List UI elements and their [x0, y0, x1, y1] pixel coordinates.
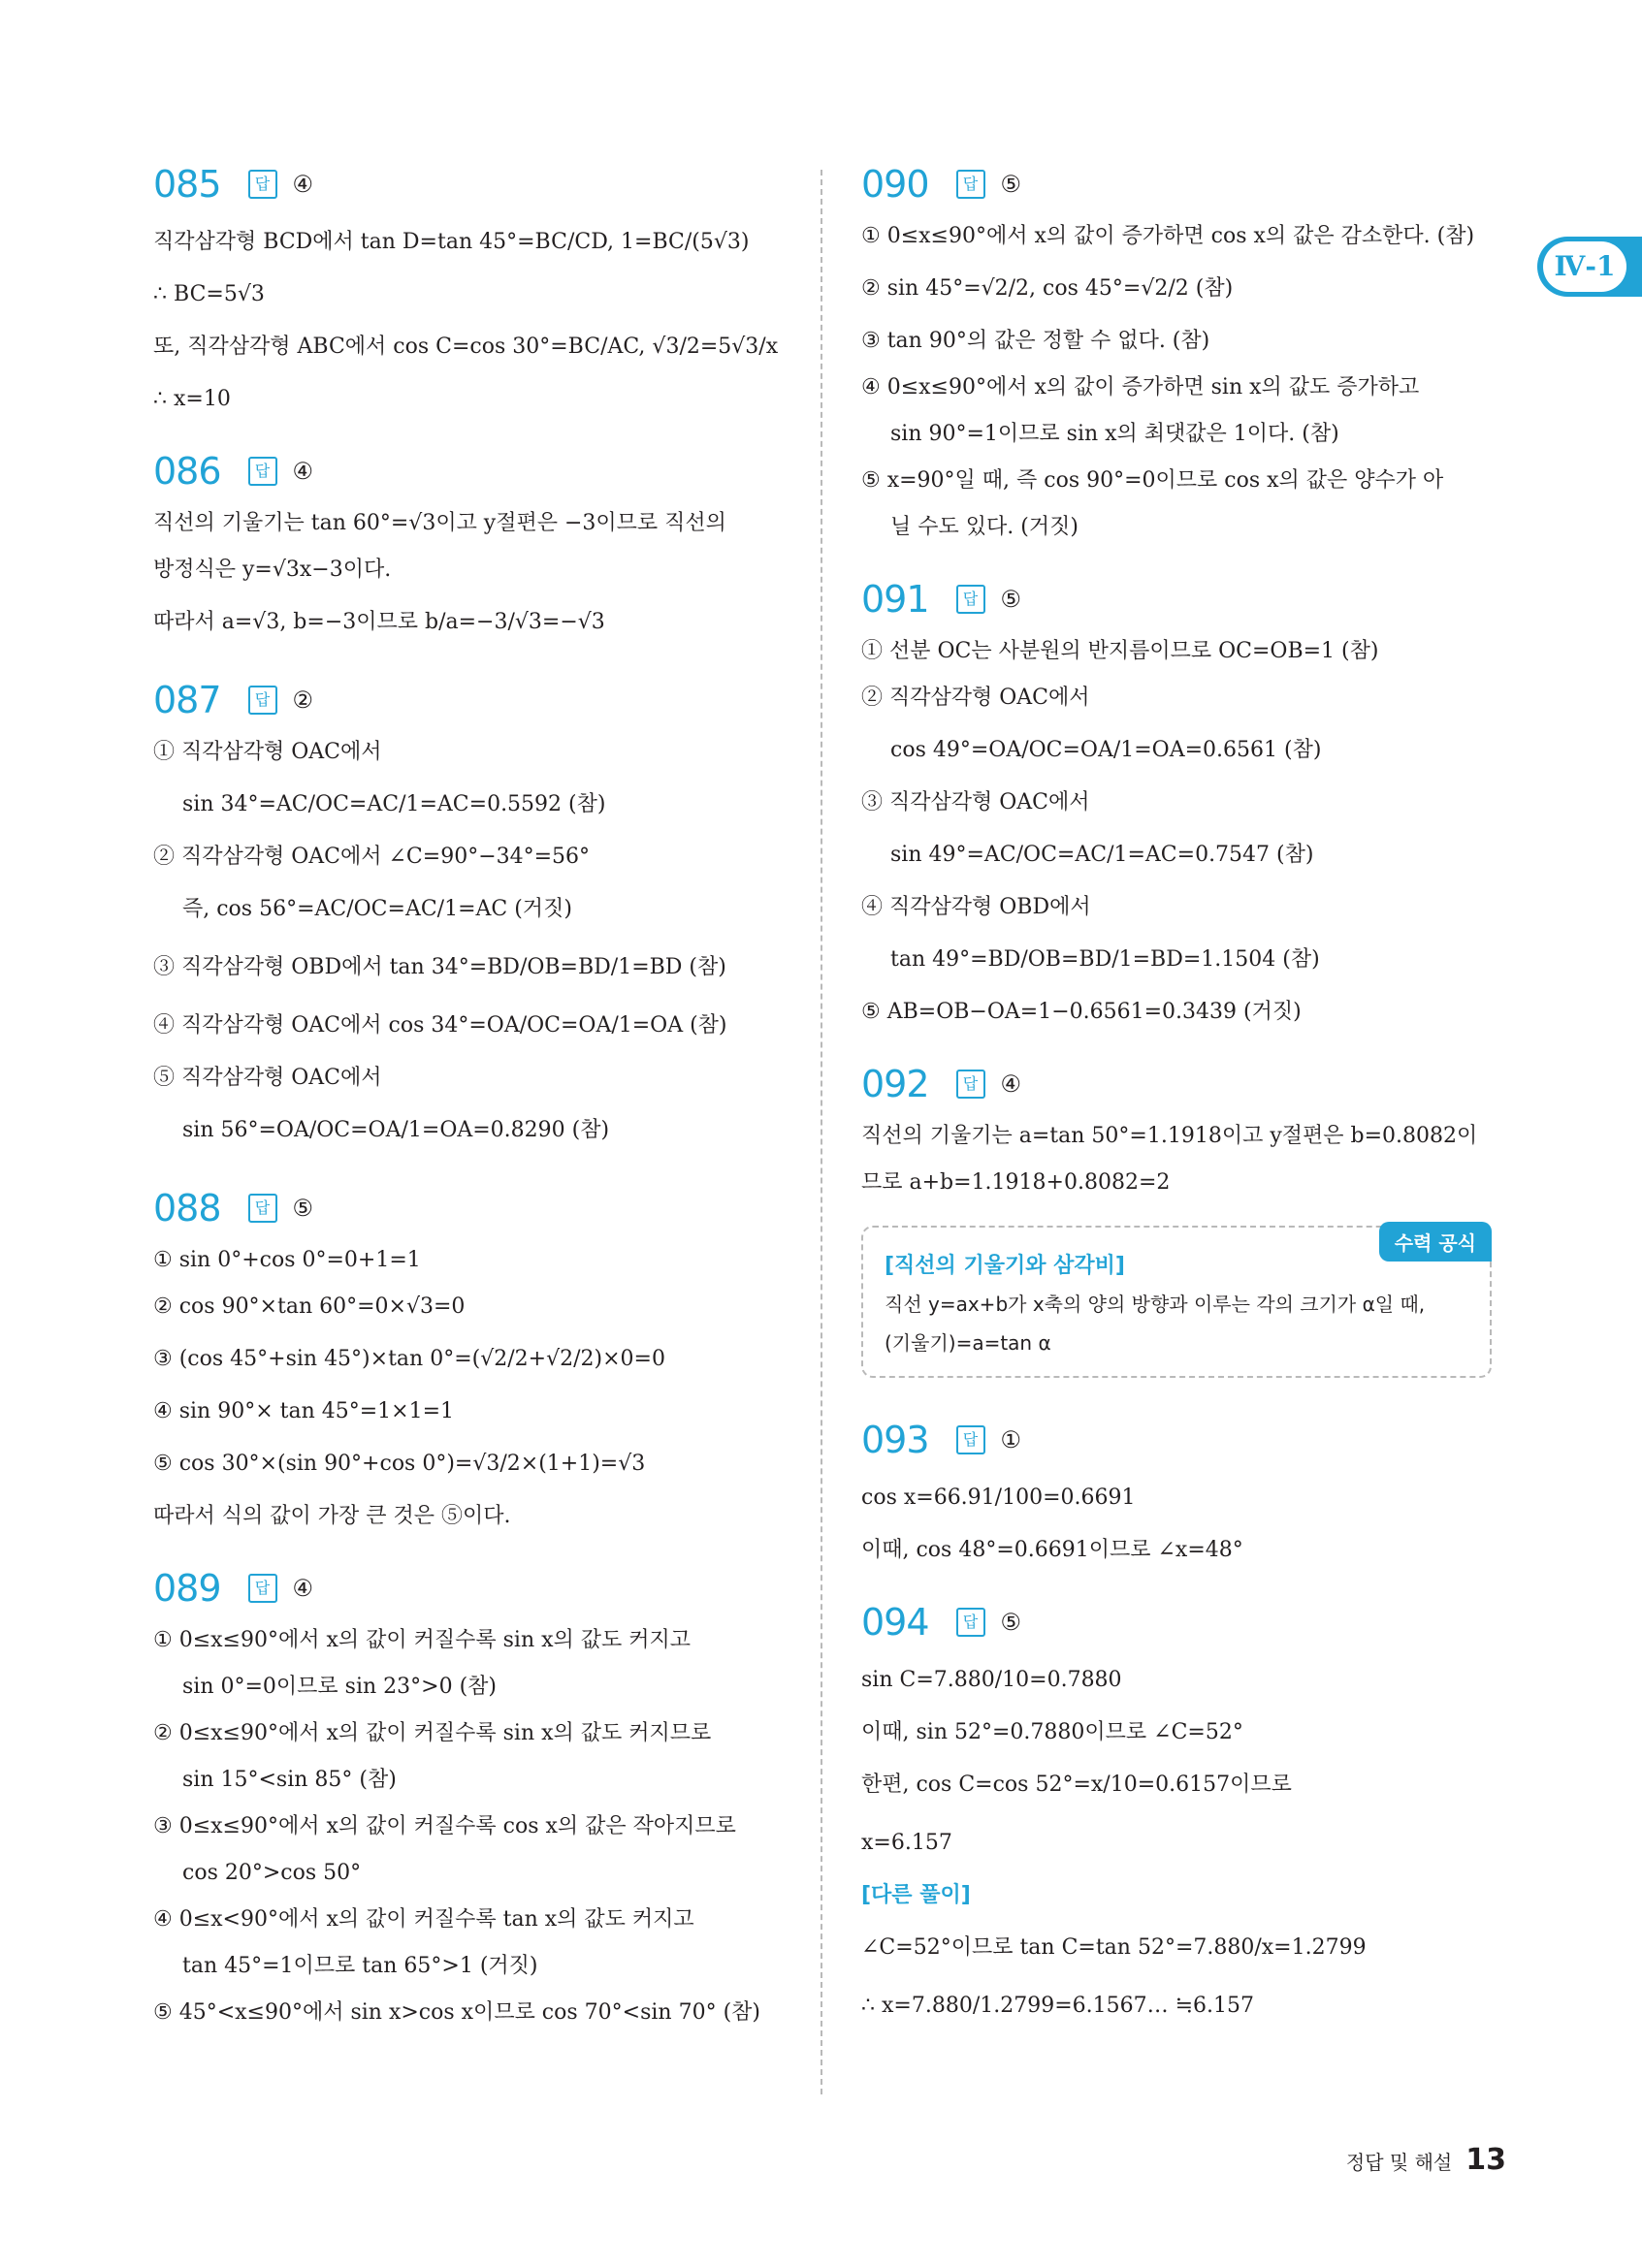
problem-number: 088	[153, 1187, 221, 1230]
problem-089	[153, 1559, 784, 2036]
solution-line: 닐 수도 있다. (거짓)	[890, 515, 1079, 539]
solution-line: 또, 직각삼각형 ABC에서 cos C=cos 30°=BC/AC, √3/2=5√3/x	[153, 335, 779, 359]
solution-line: tan 49°=BD/OB=BD/1=BD=1.1504 (참)	[890, 947, 1320, 972]
solution-line: ③ 0≤x≤90°에서 x의 값이 커질수록 cos x의 값은 작아지므로	[153, 1814, 736, 1838]
solution-line: ⑤ AB=OB−OA=1−0.6561=0.3439 (거짓)	[861, 1000, 1302, 1024]
solution-line: ① 0≤x≤90°에서 x의 값이 증가하면 cos x의 값은 감소한다. (참)	[861, 224, 1475, 248]
footer-label: 정답 및 해설	[1345, 2151, 1453, 2174]
solution-line: ∴ BC=5√3	[153, 282, 265, 306]
solution-line: ② 직각삼각형 OAC에서	[861, 686, 1090, 710]
solution-line: ③ tan 90°의 값은 정할 수 없다. (참)	[861, 329, 1210, 353]
solution-line: ② sin 45°=√2/2, cos 45°=√2/2 (참)	[861, 276, 1234, 301]
answer-tag: 답	[248, 1194, 277, 1223]
formula-line: (기울기)=a=tan α	[885, 1331, 1051, 1355]
solution-line: ⑤ x=90°일 때, 즉 cos 90°=0이므로 cos x의 값은 양수가 아	[861, 468, 1444, 493]
formula-title: [직선의 기울기와 삼각비]	[885, 1254, 1125, 1278]
problem-header	[153, 155, 784, 213]
problem-header	[153, 442, 784, 500]
problem-087	[153, 671, 784, 1160]
answer-tag: 답	[248, 170, 277, 199]
problem-094	[861, 1593, 1492, 2035]
problem-number: 093	[861, 1419, 929, 1461]
problem-number: 085	[153, 163, 221, 206]
solution-line: ∴ x=7.880/1.2799=6.1567… ≒6.157	[861, 1994, 1255, 2018]
solution-line: ⑤ 45°<x≤90°에서 sin x>cos x이므로 cos 70°<sin 70° (참)	[153, 2000, 760, 2025]
right-column	[861, 155, 1492, 2055]
solution-line: ④ sin 90°× tan 45°=1×1=1	[153, 1399, 455, 1423]
answer-choice: ⑤	[1000, 586, 1022, 613]
problem-number: 092	[861, 1063, 929, 1105]
solution-line: tan 45°=1이므로 tan 65°>1 (거짓)	[182, 1954, 538, 1978]
solution-line: ① 선분 OC는 사분원의 반지름이므로 OC=OB=1 (참)	[861, 639, 1379, 663]
problem-header	[153, 671, 784, 729]
problem-header	[861, 1593, 1492, 1651]
answer-tag: 답	[956, 585, 985, 614]
formula-line: 직선 y=ax+b가 x축의 양의 방향과 이루는 각의 크기가 α일 때,	[885, 1293, 1426, 1316]
answer-choice: ④	[1000, 1070, 1022, 1098]
problem-086	[153, 442, 784, 652]
solution-line: 이때, cos 48°=0.6691이므로 ∠x=48°	[861, 1538, 1243, 1562]
solution-line: ④ 0≤x≤90°에서 x의 값이 증가하면 sin x의 값도 증가하고	[861, 375, 1420, 399]
solution-line: cos 49°=OA/OC=OA/1=OA=0.6561 (참)	[890, 738, 1322, 762]
solution-line: ② cos 90°×tan 60°=0×√3=0	[153, 1294, 466, 1319]
problem-090	[861, 155, 1492, 551]
answer-choice: ④	[292, 171, 314, 198]
formula-badge: 수력 공식	[1379, 1222, 1492, 1262]
solution-line: cos x=66.91/100=0.6691	[861, 1485, 1136, 1510]
problem-number: 087	[153, 679, 221, 721]
answer-choice: ①	[1000, 1426, 1022, 1453]
answer-tag: 답	[248, 1574, 277, 1603]
answer-choice: ⑤	[1000, 1609, 1022, 1636]
solution-line: sin 49°=AC/OC=AC/1=AC=0.7547 (참)	[890, 843, 1314, 867]
answer-choice: ④	[292, 458, 314, 485]
problem-092	[861, 1055, 1492, 1206]
answer-tag: 답	[956, 170, 985, 199]
problem-number: 090	[861, 163, 929, 206]
answer-tag: 답	[248, 686, 277, 715]
solution-line: ③ 직각삼각형 OBD에서 tan 34°=BD/OB=BD/1=BD (참)	[153, 955, 726, 979]
problem-number: 089	[153, 1567, 221, 1610]
problem-header	[153, 1559, 784, 1617]
solution-line: ⑤ cos 30°×(sin 90°+cos 0°)=√3/2×(1+1)=√3	[153, 1452, 646, 1476]
problem-number: 091	[861, 578, 929, 621]
problem-header	[153, 1179, 784, 1237]
problem-header	[861, 570, 1492, 628]
problem-number: 086	[153, 450, 221, 493]
solution-line: ∠C=52°이므로 tan C=tan 52°=7.880/x=1.2799	[861, 1935, 1367, 1960]
solution-line: 직각삼각형 BCD에서 tan D=tan 45°=BC/CD, 1=BC/(5√3)	[153, 230, 750, 254]
alt-solution-title: [다른 풀이]	[861, 1883, 971, 1907]
solution-line: sin 0°=0이므로 sin 23°>0 (참)	[182, 1675, 497, 1699]
answer-tag: 답	[956, 1425, 985, 1454]
answer-choice: ⑤	[1000, 171, 1022, 198]
solution-line: ④ 직각삼각형 OBD에서	[861, 895, 1091, 919]
solution-line: ∴ x=10	[153, 387, 231, 411]
answer-choice: ⑤	[292, 1195, 314, 1222]
answer-tag: 답	[248, 457, 277, 486]
answer-tag: 답	[956, 1070, 985, 1099]
solution-line: ① 0≤x≤90°에서 x의 값이 커질수록 sin x의 값도 커지고	[153, 1628, 692, 1652]
solution-line: 이때, sin 52°=0.7880이므로 ∠C=52°	[861, 1720, 1243, 1744]
solution-line: cos 20°>cos 50°	[182, 1861, 362, 1885]
solution-line: sin 90°=1이므로 sin x의 최댓값은 1이다. (참)	[890, 422, 1339, 446]
answer-choice: ④	[292, 1575, 314, 1602]
solution-line: ④ 0≤x<90°에서 x의 값이 커질수록 tan x의 값도 커지고	[153, 1907, 694, 1932]
problem-header	[861, 155, 1492, 213]
solution-line: sin 56°=OA/OC=OA/1=OA=0.8290 (참)	[182, 1118, 610, 1142]
solution-line: 직선의 기울기는 tan 60°=√3이고 y절편은 −3이므로 직선의	[153, 511, 726, 535]
problem-number: 094	[861, 1601, 929, 1644]
solution-line: ② 0≤x≤90°에서 x의 값이 커질수록 sin x의 값도 커지므로	[153, 1721, 712, 1745]
solution-line: ① 직각삼각형 OAC에서	[153, 740, 382, 764]
problem-093	[861, 1411, 1492, 1574]
solution-line: sin C=7.880/10=0.7880	[861, 1668, 1122, 1692]
solution-line: ④ 직각삼각형 OAC에서 cos 34°=OA/OC=OA/1=OA (참)	[153, 1013, 727, 1038]
left-column	[153, 155, 784, 2056]
solution-line: ③ 직각삼각형 OAC에서	[861, 790, 1090, 815]
page-footer	[1346, 2143, 1506, 2177]
chapter-tab-label: Ⅳ-1	[1543, 241, 1626, 292]
problem-header	[861, 1055, 1492, 1113]
problem-header	[861, 1411, 1492, 1469]
formula-box	[861, 1226, 1492, 1378]
solution-line: ② 직각삼각형 OAC에서 ∠C=90°−34°=56°	[153, 845, 591, 869]
answer-tag: 답	[956, 1608, 985, 1637]
solution-line: 즉, cos 56°=AC/OC=AC/1=AC (거짓)	[182, 897, 572, 921]
column-divider	[821, 170, 822, 2094]
problem-085	[153, 155, 784, 423]
problem-088	[153, 1179, 784, 1540]
solution-line: ③ (cos 45°+sin 45°)×tan 0°=(√2/2+√2/2)×0=0	[153, 1347, 665, 1371]
solution-line: 따라서 a=√3, b=−3이므로 b/a=−3/√3=−√3	[153, 610, 605, 634]
solution-line: sin 34°=AC/OC=AC/1=AC=0.5592 (참)	[182, 792, 606, 816]
solution-line: 직선의 기울기는 a=tan 50°=1.1918이고 y절편은 b=0.8082이	[861, 1124, 1478, 1148]
solution-line: 므로 a+b=1.1918+0.8082=2	[861, 1170, 1171, 1195]
solution-line: 한편, cos C=cos 52°=x/10=0.6157이므로	[861, 1773, 1292, 1797]
solution-line: ⑤ 직각삼각형 OAC에서	[153, 1066, 382, 1090]
solution-line: sin 15°<sin 85° (참)	[182, 1768, 397, 1792]
solution-line: x=6.157	[861, 1831, 952, 1855]
answer-choice: ②	[292, 687, 314, 714]
solution-line: 따라서 식의 값이 가장 큰 것은 ⑤이다.	[153, 1504, 511, 1528]
page-number: 13	[1465, 2143, 1506, 2177]
solution-line: ① sin 0°+cos 0°=0+1=1	[153, 1248, 421, 1272]
solution-line: 방정식은 y=√3x−3이다.	[153, 558, 392, 582]
chapter-tab	[1537, 237, 1642, 297]
problem-091	[861, 570, 1492, 1036]
